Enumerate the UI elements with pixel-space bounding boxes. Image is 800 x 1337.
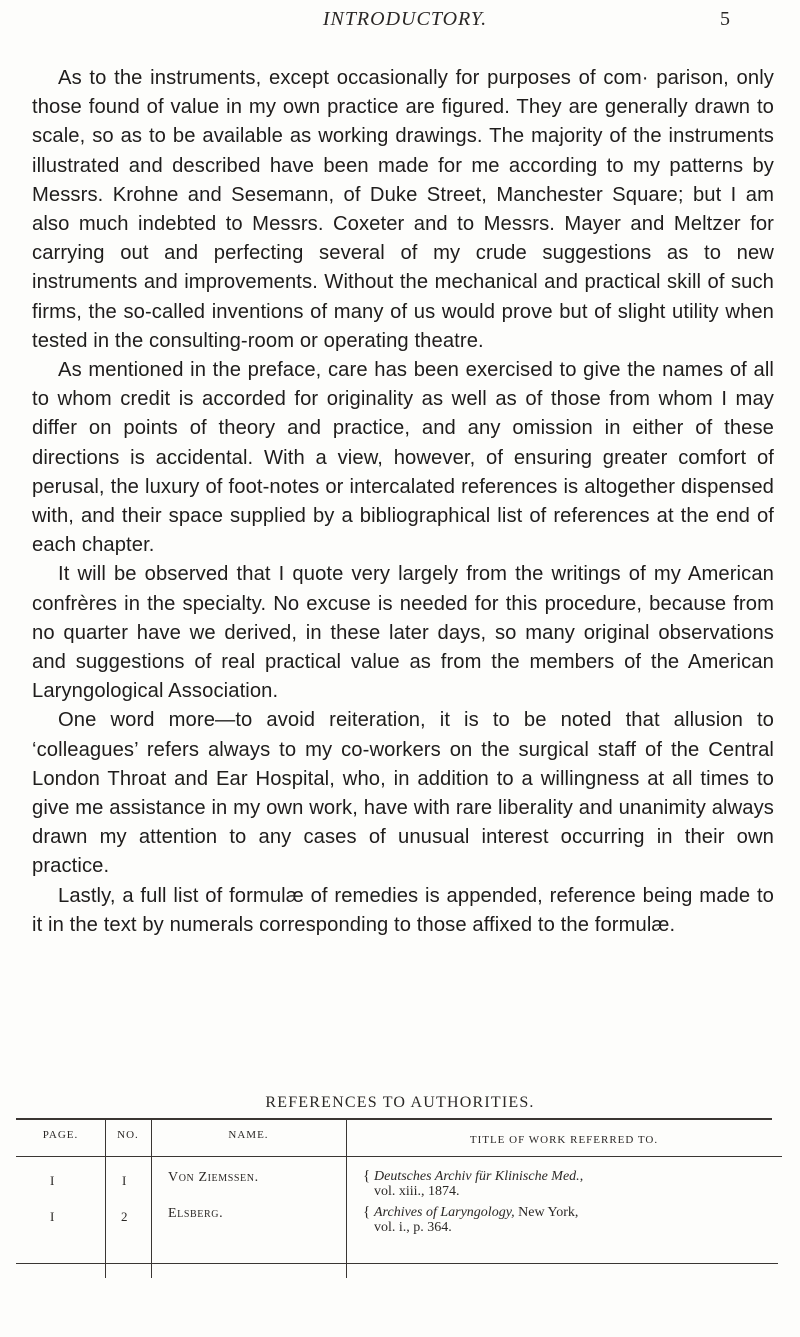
brace-glyph: { [363, 1168, 371, 1184]
column-header-no: NO. [117, 1129, 139, 1141]
brace-glyph: { [363, 1204, 371, 1220]
paragraph-instruments: As to the instruments, except occasionally for purposes of com· parison, only those found of value in my own practice are figured. They are generally drawn to scale, so as to be available as working drawings. The majority of the instruments illustrated and described have been made for me according to my patterns by Messrs. Krohne and Sesemann, of Duke Street, Manchester Square; but I am also much indebted to Messrs. Coxeter and to Messrs. Mayer and Meltzer for carrying out and perfecting several of my crude suggestions as to new instruments and improvements. Without the mechanical and practical skill of such firms, the so-called inventions of many of us would prove but of slight utility when tested in the consulting-room or operating theatre. [32, 67, 774, 352]
table-row-2-no: 2 [121, 1209, 128, 1224]
column-header-page: PAGE. [42, 1129, 79, 1141]
table-row-1-title-line1 [363, 1169, 778, 1184]
table-row-1-title-italic: Deutsches Archiv für Klinische Med. [374, 1169, 580, 1184]
paragraph-formulae: Lastly, a full list of formulæ of remedies is appended, reference being made to it in the text by numerals corresponding to those affixed to the formulæ. [32, 884, 774, 936]
column-header-title: TITLE OF WORK REFERRED TO. [469, 1134, 659, 1146]
paragraph-credits: As mentioned in the preface, care has been exercised to give the names of all to whom credit is accorded for originality as well as of those from whom I may differ on points of theory and practice, and any omission in either of these directions is accidental. With a view, however, of ensuring greater comfort of perusal, the luxury of foot-notes or intercalated references is altogether dispensed with, and their space supplied by a bibliographical list of references at the end of each chapter. [32, 359, 774, 557]
table-row-1-title [363, 1169, 778, 1199]
table-row-1-title-line2: vol. xiii., 1874. [374, 1184, 460, 1199]
column-divider-2 [151, 1118, 152, 1278]
paragraph-american-writings: It will be observed that I quote very largely from the writings of my American confrères in the specialty. No excuse is needed for this procedure, because from no quarter have we derived, in these later days, so many original observations and suggestions of real practical value as from the members of the American Laryngological Association. [32, 563, 774, 703]
table-header-rule [16, 1156, 782, 1157]
table-row-2-title-rest: New York, [514, 1205, 579, 1220]
paragraph-colleagues: One word more—to avoid reiteration, it is to be noted that allusion to ‘colleagues’ refers always to my co-workers on the surgical staff of the Central London Throat and Ear Hospital, who, in addition to a willingness at all times to give me assistance in my own work, have with rare liberality and unanimity always drawn my attention to any cases of unusual interest occurring in their own practice. [32, 709, 774, 878]
running-head [0, 8, 800, 38]
table-top-rule [16, 1118, 772, 1120]
table-row-1-page: I [50, 1173, 55, 1188]
table-bottom-rule [16, 1263, 778, 1264]
references-table [16, 1118, 782, 1298]
table-row-2-page: I [50, 1209, 55, 1224]
table-row-2-title-line2: vol. i., p. 364. [374, 1220, 452, 1235]
table-row-1-name: Von Ziemssen. [168, 1170, 259, 1185]
table-row-2-title [363, 1205, 778, 1235]
page-number: 5 [720, 8, 730, 30]
table-row-2-title-italic: Archives of Laryngology, [374, 1205, 515, 1220]
table-row-1-no: I [122, 1173, 127, 1188]
references-heading: REFERENCES TO AUTHORITIES. [265, 1094, 535, 1111]
running-title: INTRODUCTORY. [322, 8, 488, 30]
table-row-1-title-rest: , [579, 1169, 584, 1184]
table-row-2-title-line1 [363, 1205, 778, 1220]
column-header-name: NAME. [228, 1129, 269, 1141]
body-text [32, 64, 774, 940]
table-row-2-name: Elsberg. [168, 1206, 224, 1221]
column-divider-1 [105, 1118, 106, 1278]
